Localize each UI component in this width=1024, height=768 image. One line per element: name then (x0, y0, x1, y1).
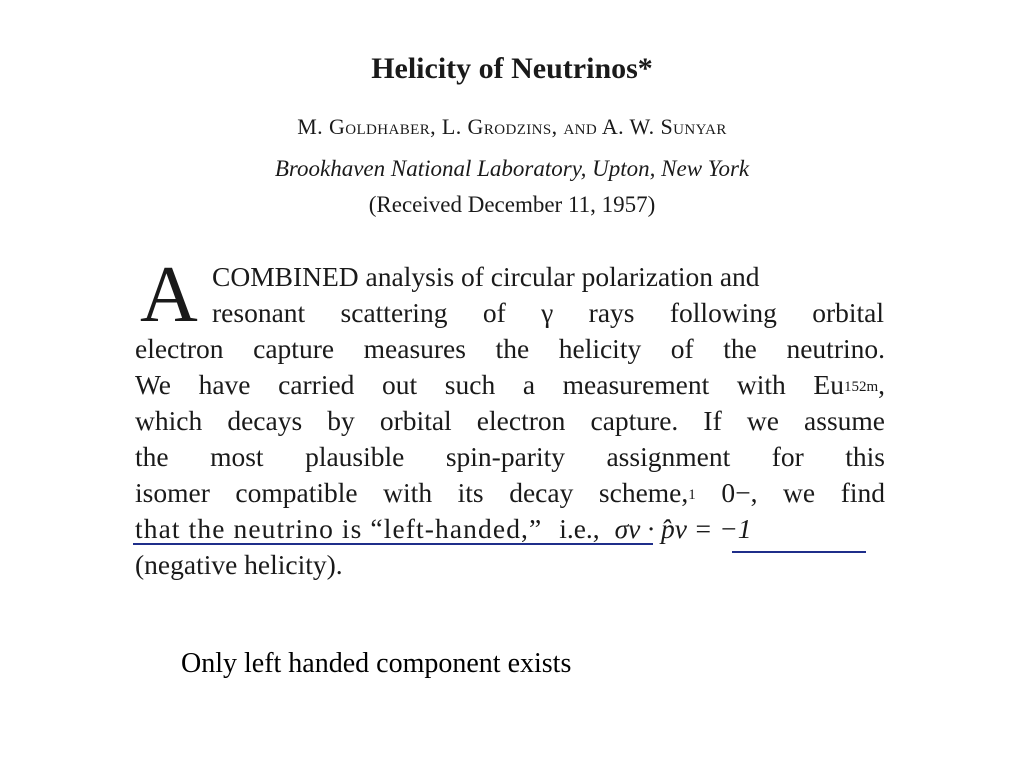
paper-affiliation: Brookhaven National Laboratory, Upton, New York (274, 156, 750, 181)
line-4-text: We have carried out such a measurement with Eu (135, 369, 844, 400)
abstract-line-9: (negative helicity). (135, 549, 343, 580)
line-7-text: isomer compatible with its decay scheme, (135, 477, 689, 508)
slide-note: Only left handed component exists (181, 648, 572, 679)
paper-title: Helicity of Neutrinos* (371, 52, 653, 85)
abstract-line-6: the most plausible spin-parity assignment for this (135, 441, 885, 472)
line-4-end: , (878, 369, 885, 400)
line-7-end: 0−, we find (695, 477, 886, 508)
abstract-line-2: resonant scattering of γ rays following orbital (212, 297, 884, 328)
abstract-line-4 (135, 370, 885, 400)
underline-left-handed (133, 543, 653, 545)
ie-text: i.e., (559, 513, 600, 544)
abstract-line-1: COMBINED analysis of circular polarization and (212, 261, 760, 292)
received-date: (Received December 11, 1957) (368, 192, 656, 217)
left-handed-phrase: that the neutrino is “left-handed,” (135, 513, 543, 544)
abstract-line-5: which decays by orbital electron capture. If we assume (135, 405, 885, 436)
isotope-superscript: 152m (843, 379, 879, 395)
underline-formula (732, 551, 866, 553)
abstract-line-8 (135, 514, 885, 544)
abstract-line-7 (135, 478, 885, 508)
helicity-formula: σν · p̂ν = −1 (614, 513, 752, 544)
abstract-line-3: electron capture measures the helicity of the neutrino. (135, 333, 885, 364)
reference-superscript: 1 (688, 487, 696, 503)
drop-cap: A (140, 251, 198, 339)
paper-authors: M. Goldhaber, L. Grodzins, and A. W. Sunyar (297, 114, 727, 139)
